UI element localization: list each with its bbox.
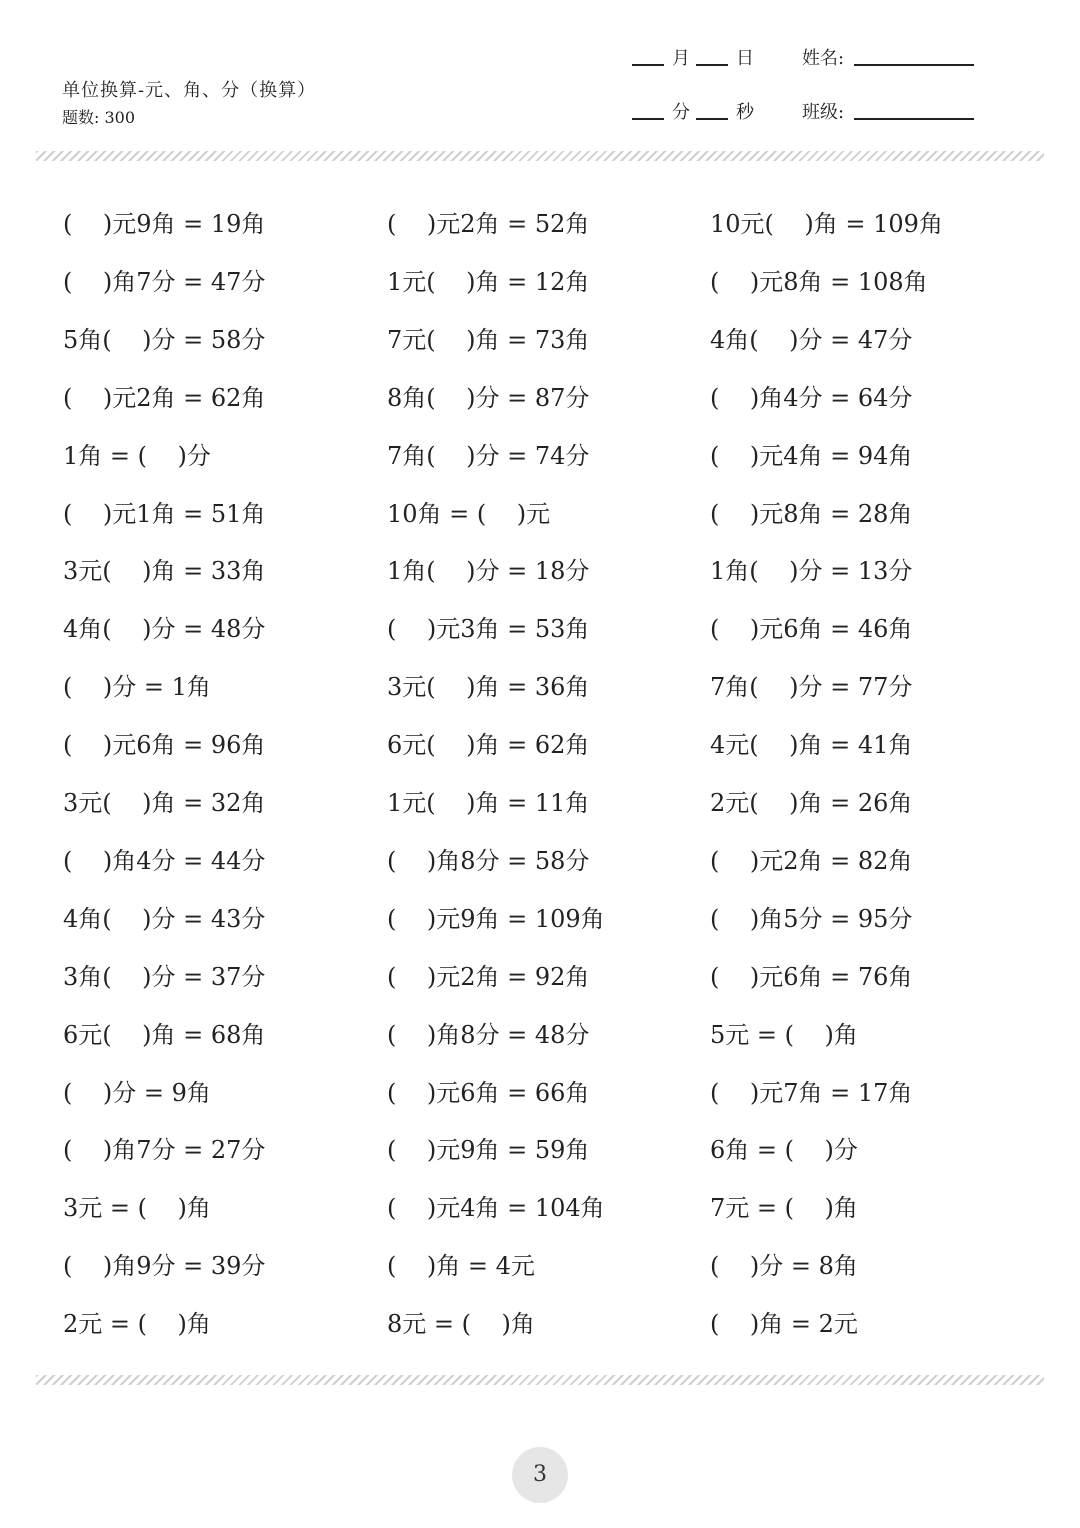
problem-item: ( )元2角 = 82角 [710, 847, 913, 875]
problem-item: ( )角4分 = 64分 [710, 384, 913, 412]
problem-item: 7元( )角 = 73角 [387, 326, 590, 354]
problem-item: 3元( )角 = 32角 [63, 789, 266, 817]
minute-label: 分 [672, 102, 690, 123]
problem-item: ( )角4分 = 44分 [63, 847, 266, 875]
problem-item: ( )分 = 8角 [710, 1252, 858, 1280]
problem-item: 3元 = ( )角 [63, 1194, 211, 1222]
problem-item: 8角( )分 = 87分 [387, 384, 590, 412]
problem-item: ( )元1角 = 51角 [63, 500, 266, 528]
problem-item: 10角 = ( )元 [387, 500, 551, 528]
problem-item: 1角 = ( )分 [63, 442, 211, 470]
problem-item: ( )角9分 = 39分 [63, 1252, 266, 1280]
problem-item: 2元( )角 = 26角 [710, 789, 913, 817]
month-label: 月 [672, 48, 690, 69]
problem-item: ( )元6角 = 76角 [710, 963, 913, 991]
problem-item: ( )角 = 4元 [387, 1252, 535, 1280]
problem-item: 1元( )角 = 12角 [387, 268, 590, 296]
problem-item: 4角( )分 = 48分 [63, 615, 266, 643]
problem-item: ( )元2角 = 62角 [63, 384, 266, 412]
problem-item: 3元( )角 = 33角 [63, 557, 266, 585]
problem-item: 5元 = ( )角 [710, 1021, 858, 1049]
problem-item: ( )元7角 = 17角 [710, 1079, 913, 1107]
problem-item: ( )元9角 = 109角 [387, 905, 605, 933]
problem-item: 1角( )分 = 13分 [710, 557, 913, 585]
problem-item: 6角 = ( )分 [710, 1136, 858, 1164]
worksheet-title: 单位换算-元、角、分（换算） [62, 80, 317, 101]
bottom-hatched-divider [36, 1375, 1044, 1385]
problem-item: ( )元8角 = 108角 [710, 268, 928, 296]
problem-item: ( )角 = 2元 [710, 1310, 858, 1338]
problem-item: 4角( )分 = 43分 [63, 905, 266, 933]
problem-item: 5角( )分 = 58分 [63, 326, 266, 354]
problem-count: 题数: 300 [62, 108, 136, 127]
class-label: 班级: [802, 102, 845, 123]
problem-item: ( )角7分 = 47分 [63, 268, 266, 296]
problem-item: ( )元6角 = 46角 [710, 615, 913, 643]
problem-item: 6元( )角 = 68角 [63, 1021, 266, 1049]
problem-item: 1元( )角 = 11角 [387, 789, 590, 817]
problem-item: ( )元6角 = 66角 [387, 1079, 590, 1107]
problem-item: ( )元6角 = 96角 [63, 731, 266, 759]
problem-item: ( )元4角 = 104角 [387, 1194, 605, 1222]
second-label: 秒 [736, 102, 754, 123]
problem-item: 3元( )角 = 36角 [387, 673, 590, 701]
day-label: 日 [736, 48, 754, 69]
name-label: 姓名: [802, 48, 845, 69]
problem-item: ( )角8分 = 58分 [387, 847, 590, 875]
page-number: 3 [512, 1447, 568, 1503]
problem-item: 8元 = ( )角 [387, 1310, 535, 1338]
problem-item: ( )元2角 = 52角 [387, 210, 590, 238]
problem-item: ( )元3角 = 53角 [387, 615, 590, 643]
problem-item: 7元 = ( )角 [710, 1194, 858, 1222]
problem-item: 3角( )分 = 37分 [63, 963, 266, 991]
problem-item: 6元( )角 = 62角 [387, 731, 590, 759]
problem-item: ( )元4角 = 94角 [710, 442, 913, 470]
problem-item: ( )角8分 = 48分 [387, 1021, 590, 1049]
problem-item: ( )分 = 1角 [63, 673, 211, 701]
problem-item: 7角( )分 = 74分 [387, 442, 590, 470]
problem-item: ( )角5分 = 95分 [710, 905, 913, 933]
problem-item: ( )角7分 = 27分 [63, 1136, 266, 1164]
problem-item: 7角( )分 = 77分 [710, 673, 913, 701]
problem-item: ( )元8角 = 28角 [710, 500, 913, 528]
problem-item: 10元( )角 = 109角 [710, 210, 943, 238]
problem-item: 2元 = ( )角 [63, 1310, 211, 1338]
problem-item: ( )元9角 = 19角 [63, 210, 266, 238]
problem-item: ( )元2角 = 92角 [387, 963, 590, 991]
problem-item: 4元( )角 = 41角 [710, 731, 913, 759]
problem-item: ( )分 = 9角 [63, 1079, 211, 1107]
problem-item: 1角( )分 = 18分 [387, 557, 590, 585]
problem-item: ( )元9角 = 59角 [387, 1136, 590, 1164]
problem-item: 4角( )分 = 47分 [710, 326, 913, 354]
